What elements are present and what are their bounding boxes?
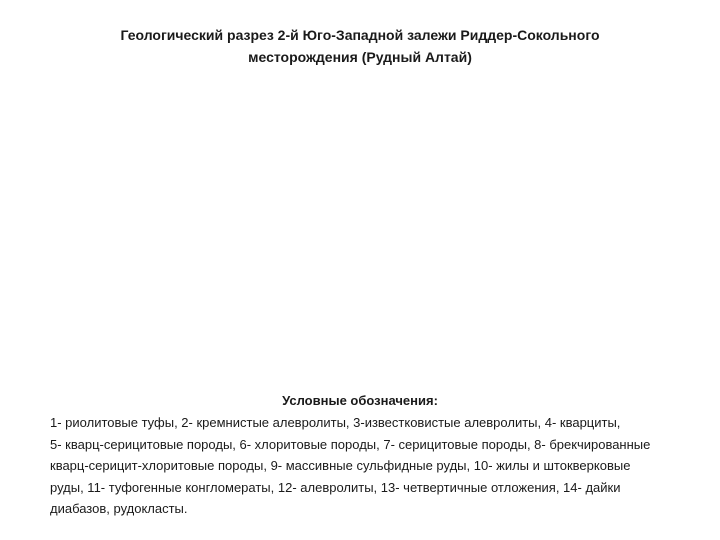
legend-line-4: руды, 11- туфогенные конгломераты, 12- алевролиты, 13- четвертичные отложения, 14- дайки (50, 479, 621, 495)
slide-title-line-2: месторождения (Рудный Алтай) (248, 49, 472, 65)
legend-line-3: кварц-серицит-хлоритовые породы, 9- массивные сульфидные руды, 10- жилы и штокверковые (50, 458, 631, 473)
legend-line-1: 1- риолитовые туфы, 2- кремнистые алевролиты, 3-известковистые алевролиты, 4- кварциты, (50, 415, 621, 430)
slide-title (60, 24, 660, 68)
legend-heading: Условные обозначения: (282, 393, 438, 408)
legend-body (50, 412, 710, 520)
slide-title-line-1: Геологический разрез 2-й Юго-Западной залежи Риддер-Сокольного (120, 27, 600, 43)
legend-line-5: диабазов, рудокласты. (50, 501, 188, 516)
cross-section-figure-area (40, 75, 680, 380)
legend-line-2: 5- кварц-серицитовые породы, 6- хлоритовые породы, 7- серицитовые породы, 8- брекчированные (50, 436, 651, 452)
